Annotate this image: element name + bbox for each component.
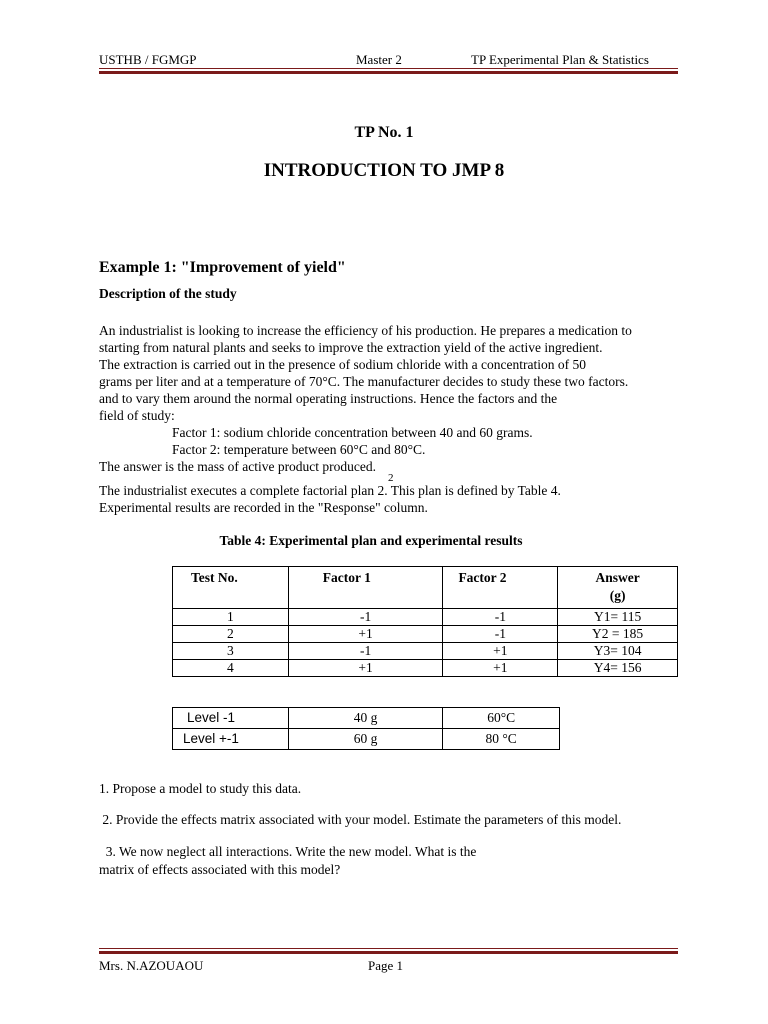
plan-paragraph (99, 482, 561, 516)
question-1: 1. Propose a model to study this data. (99, 781, 302, 796)
footer-page-number: Page 1 (368, 958, 404, 973)
table-header-row (173, 567, 678, 609)
footer-rule-thick (99, 951, 678, 954)
answer-unit: (g) (609, 588, 626, 603)
description-paragraph (99, 322, 632, 475)
table-cell: 60°C (443, 708, 560, 729)
column-header: Factor 1 (288, 567, 443, 609)
table-cell: 40 g (288, 708, 443, 729)
column-header (558, 567, 678, 609)
table-row (173, 660, 678, 677)
table-cell: +1 (443, 643, 558, 660)
table-cell: 60 g (288, 729, 443, 750)
description-heading: Description of the study (99, 286, 237, 301)
table-cell: -1 (288, 643, 443, 660)
table-cell: -1 (288, 609, 443, 626)
answer-header-label: Answer (595, 570, 640, 585)
factor2-line: Factor 2: temperature between 60°C and 80°C. (172, 442, 426, 457)
header-rule-thin (99, 68, 678, 69)
table-cell: 4 (173, 660, 289, 677)
header-rule-thick (99, 71, 678, 74)
description-line: The extraction is carried out in the presence of sodium chloride with a concentration of 50 (99, 357, 586, 372)
table-cell: Y4= 156 (558, 660, 678, 677)
question-3-line2: matrix of effects associated with this model? (99, 862, 341, 877)
document-title: INTRODUCTION TO JMP 8 (263, 160, 505, 181)
header-right: TP Experimental Plan & Statistics (471, 52, 649, 67)
table-row (173, 729, 560, 750)
table-cell: 80 °C (443, 729, 560, 750)
table-row (173, 708, 560, 729)
table-cell: -1 (443, 626, 558, 643)
superscript-two: 2 (388, 472, 394, 484)
factor1-line: Factor 1: sodium chloride concentration between 40 and 60 grams. (172, 425, 533, 440)
table-row (173, 609, 678, 626)
document-subtitle: TP No. 1 (354, 124, 414, 141)
experimental-plan-table (172, 566, 678, 677)
plan-line: Experimental results are recorded in the "Response" column. (99, 500, 428, 515)
description-line: An industrialist is looking to increase the efficiency of his production. He prepares a medication to (99, 323, 632, 338)
plan-line: The industrialist executes a complete factorial plan 2. This plan is defined by Table 4. (99, 483, 561, 498)
header-center: Master 2 (356, 52, 402, 67)
table-cell: -1 (443, 609, 558, 626)
levels-table (172, 707, 560, 750)
table-cell: Y2 = 185 (558, 626, 678, 643)
table-row (173, 643, 678, 660)
table-row (173, 626, 678, 643)
table-cell: +1 (288, 626, 443, 643)
level-label: Level -1 (173, 708, 289, 729)
description-line: grams per liter and at a temperature of 70°C. The manufacturer decides to study these two factors. (99, 374, 629, 389)
column-header: Test No. (173, 567, 289, 609)
example-heading: Example 1: "Improvement of yield" (99, 259, 346, 276)
description-line: field of study: (99, 408, 175, 423)
description-line: starting from natural plants and seeks to improve the extraction yield of the active ingredient. (99, 340, 603, 355)
table-cell: Y1= 115 (558, 609, 678, 626)
table-cell: +1 (288, 660, 443, 677)
footer-rule-thin (99, 948, 678, 949)
question-3-line1: 3. We now neglect all interactions. Write the new model. What is the (99, 844, 477, 859)
table-cell: Y3= 104 (558, 643, 678, 660)
description-line: and to vary them around the normal operating instructions. Hence the factors and the (99, 391, 558, 406)
answer-line: The answer is the mass of active product produced. (99, 459, 377, 474)
table-cell: 2 (173, 626, 289, 643)
level-label: Level +-1 (173, 729, 289, 750)
footer-author: Mrs. N.AZOUAOU (99, 958, 204, 973)
header-left: USTHB / FGMGP (99, 52, 197, 67)
table-cell: 3 (173, 643, 289, 660)
column-header: Factor 2 (443, 567, 558, 609)
question-2: 2. Provide the effects matrix associated with your model. Estimate the parameters of this model. (99, 812, 622, 827)
table-cell: +1 (443, 660, 558, 677)
table4-caption: Table 4: Experimental plan and experimental results (219, 533, 523, 548)
table-cell: 1 (173, 609, 289, 626)
